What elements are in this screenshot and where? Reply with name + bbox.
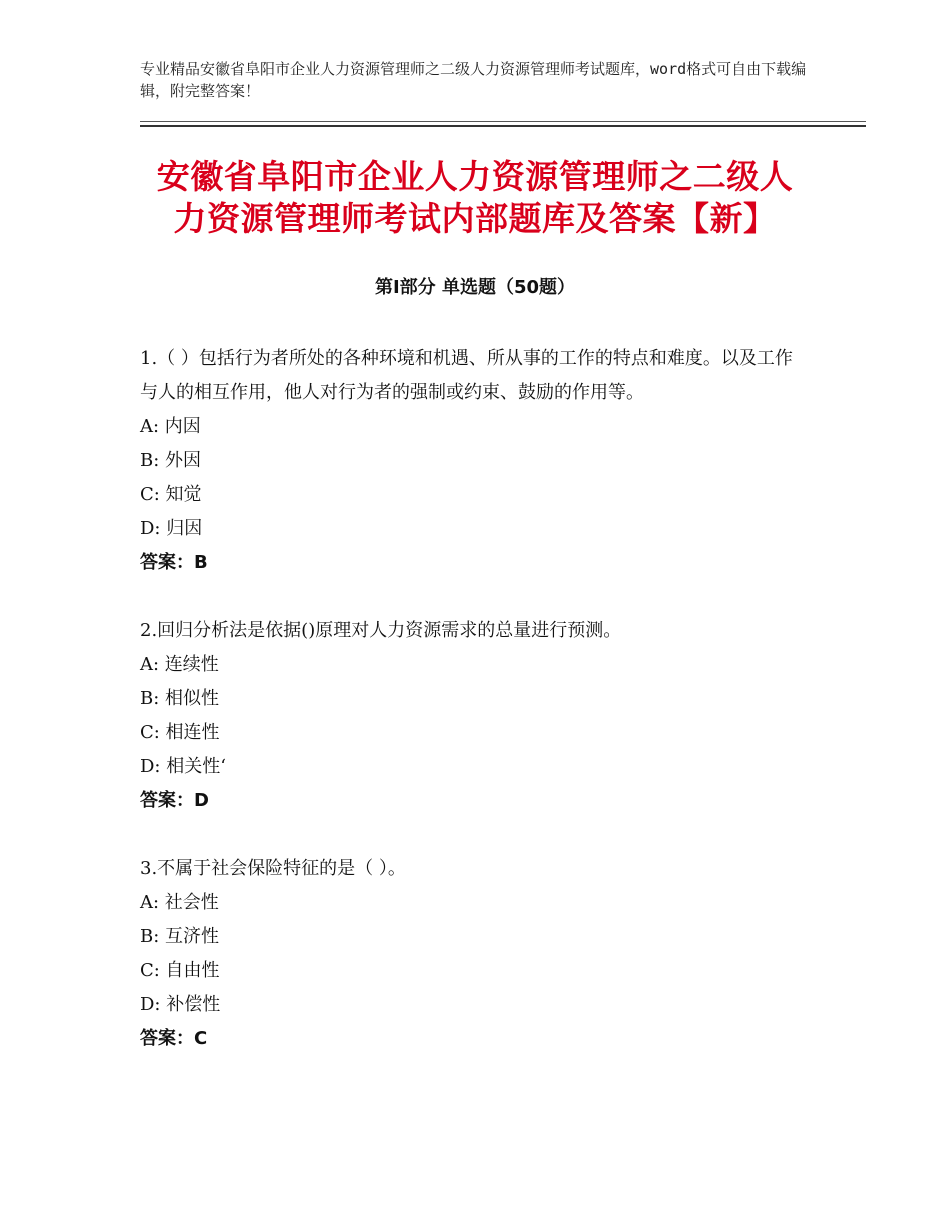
option-a: A: 连续性: [140, 654, 219, 675]
answer: 答案：C: [140, 1028, 208, 1049]
section-title: 第Ⅰ部分 单选题（50题）: [374, 277, 575, 298]
option-b: B: 相似性: [140, 688, 220, 709]
question-2: [140, 614, 800, 818]
option-c: C: 相连性: [140, 722, 220, 743]
option-a: A: 内因: [140, 416, 201, 437]
option-d: D: 补偿性: [140, 994, 221, 1015]
question-list: [140, 342, 800, 1090]
header-rule-thick: [140, 125, 866, 127]
question-stem: 3.不属于社会保险特征的是（ ）。: [140, 858, 406, 879]
option-c: C: 自由性: [140, 960, 220, 981]
option-d: D: 归因: [140, 518, 203, 539]
answer: 答案：B: [140, 552, 208, 573]
question-stem: 2.回归分析法是依据()原理对人力资源需求的总量进行预测。: [140, 620, 622, 641]
option-b: B: 互济性: [140, 926, 220, 947]
option-d: D: 相关性‘: [140, 756, 226, 777]
question-stem: 1.（ ）包括行为者所处的各种环境和机遇、所从事的工作的特点和难度。以及工作与人的相互作用，他人对行为者的强制或约束、鼓励的作用等。: [140, 348, 793, 403]
header-note: 专业精品安徽省阜阳市企业人力资源管理师之二级人力资源管理师考试题库，word格式可自由下载编辑，附完整答案！: [140, 60, 807, 100]
document-title-line-2: 力资源管理师考试内部题库及答案【新】: [173, 199, 777, 238]
answer: 答案：D: [140, 790, 209, 811]
option-c: C: 知觉: [140, 484, 202, 505]
question-1: [140, 342, 800, 580]
header-rule-thin: [140, 121, 866, 122]
question-3: [140, 852, 800, 1056]
option-a: A: 社会性: [140, 892, 219, 913]
option-b: B: 外因: [140, 450, 202, 471]
document-title: [130, 156, 820, 240]
document-title-line-1: 安徽省阜阳市企业人力资源管理师之二级人: [156, 157, 794, 196]
